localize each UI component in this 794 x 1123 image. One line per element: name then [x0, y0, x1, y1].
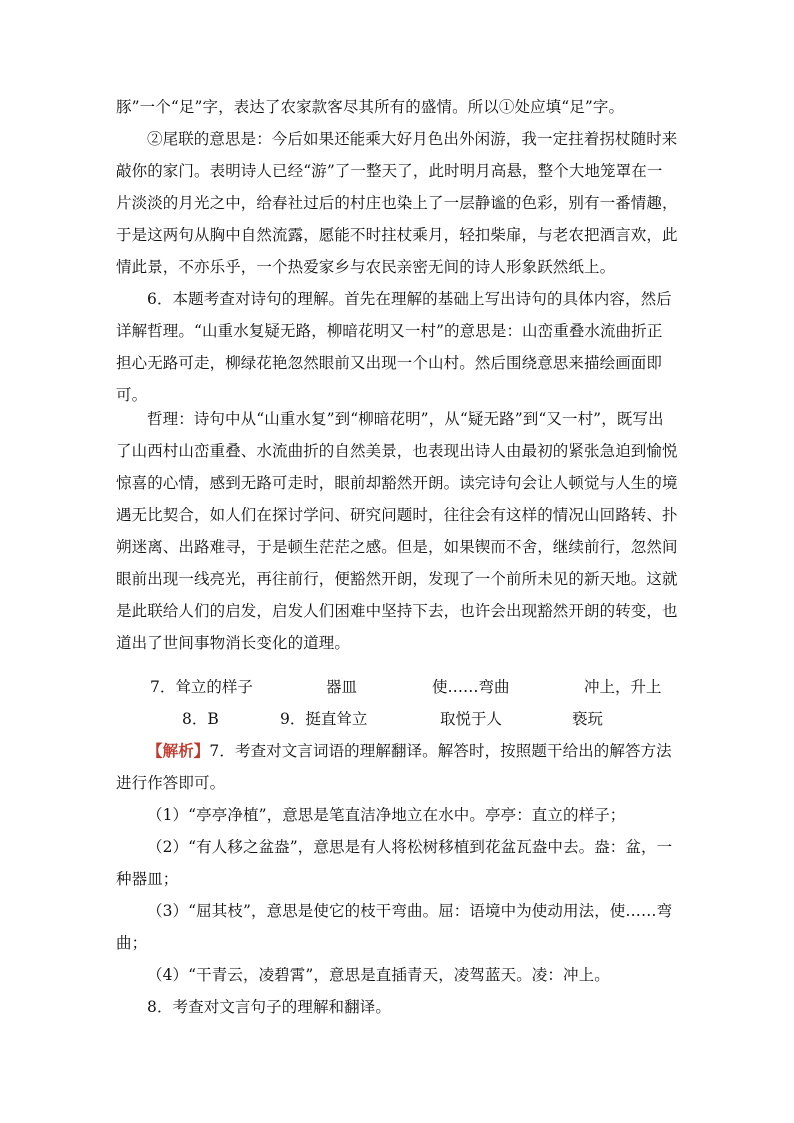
paragraph-philosophy — [116, 403, 678, 659]
answer-8: 8．B — [182, 710, 219, 728]
answer-9-1: 9．挺直耸立 — [280, 710, 368, 728]
paragraph-3: 6．本题考查对诗句的理解。首先在理解的基础上写出诗句的具体内容，然后详解哲理。“山重水复疑无路，柳暗花明又一村”的意思是：山峦重叠水流曲折正担心无路可走，柳绿花艳忽然眼前又出现一个山村。然后围绕意思来描绘画面即可。 — [116, 290, 672, 404]
paragraph-q6 — [116, 283, 678, 411]
paragraph-tail-couplet — [116, 123, 678, 283]
answer-7-2: 器皿 — [326, 678, 358, 696]
analysis-item-3: （3）“屈其枝”，意思是使它的枝干弯曲。屈：语境中为使动用法，使……弯曲； — [116, 902, 673, 952]
analysis-item-1: （1）“亭亭净植”，意思是笔直洁净地立在水中。亭亭：直立的样子； — [147, 806, 626, 824]
analysis-block — [116, 735, 678, 1023]
answer-7-3: 使……弯曲 — [432, 678, 510, 696]
analysis-item-4: （4）“干青云，凌碧霄”，意思是直插青天，凌驾蓝天。凌：冲上。 — [147, 966, 610, 984]
paragraph-2: ②尾联的意思是：今后如果还能乘大好月色出外闲游，我一定拄着拐杖随时来敲你的家门。表明诗人已经“游”了一整天了，此时明月高悬，整个大地笼罩在一片淡淡的月光之中，给春社过后的村庄也染上了一层静谧的色彩，别有一番情趣，于是这两句从胸中自然流露，愿能不时拄杖乘月，轻扣柴扉，与老农把酒言欢，此情此景，不亦乐乎，一个热爱家乡与农民亲密无间的诗人形象跃然纸上。 — [116, 130, 678, 276]
analysis-intro-text: 7．考查对文言词语的理解翻译。解答时，按照题干给出的解答方法进行作答即可。 — [116, 742, 672, 792]
paragraph-4: 哲理：诗句中从“山重水复”到“柳暗花明”，从“疑无路”到“又一村”，既写出了山西村山峦重叠、水流曲折的自然美景，也表现出诗人由最初的紧张急迫到愉悦惊喜的心情，感到无路可走时，眼前却豁然开朗。读完诗句会让人顿觉与人生的境遇无比契合，如人们在探讨学问、研究问题时，往往会有这样的情况山回路转、扑朔迷离、出路难寻，于是顿生茫茫之感。但是，如果锲而不舍，继续前行，忽然间眼前出现一线亮光，再往前行，便豁然开朗，发现了一个前所未见的新天地。这就是此联给人们的启发，启发人们困难中坚持下去，也许会出现豁然开朗的转变，也道出了世间事物消长变化的道理。 — [116, 410, 678, 652]
answer-9-2: 取悦于人 — [440, 710, 503, 728]
paragraph-1: 豚”一个“足”字，表达了农家款客尽其所有的盛情。所以①处应填“足”字。 — [116, 98, 625, 116]
analysis-item-2: （2）“有人移之盆盎”，意思是有人将松树移植到花盆瓦盎中去。盎：盆，一种器皿； — [116, 838, 673, 888]
analysis-intro — [116, 735, 678, 799]
answer-7-1: 7．耸立的样子 — [150, 678, 253, 696]
paragraph-continuation — [116, 91, 678, 123]
analysis-q8: 8．考查对文言句子的理解和翻译。 — [147, 998, 391, 1016]
answer-9-3: 亵玩 — [572, 710, 604, 728]
analysis-tag: 【解析】 — [147, 741, 210, 760]
answer-7-4: 冲上，升上 — [584, 678, 662, 696]
